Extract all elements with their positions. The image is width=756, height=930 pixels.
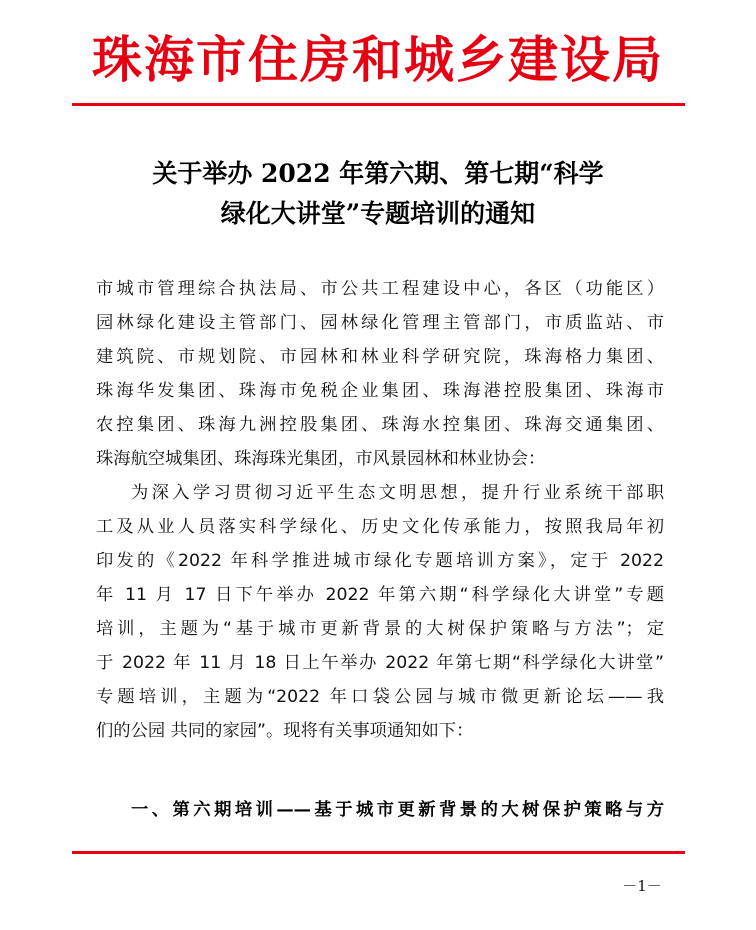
addressee-block bbox=[96, 272, 664, 476]
document-title-line-1: 关于举办 2022 年第六期、第七期“科学 bbox=[152, 159, 604, 188]
paragraph-line: 们的公园 共同的家园”。现将有关事项通知如下： bbox=[96, 721, 474, 741]
paragraph-line: 工及从业人员落实科学绿化、历史文化传承能力，按照我局年初 bbox=[96, 517, 664, 537]
addressee-line: 建筑院、市规划院、市园林和林业科学研究院，珠海格力集团、 bbox=[96, 347, 664, 367]
footer-red-rule bbox=[72, 851, 685, 854]
addressee-line: 市城市管理综合执法局、市公共工程建设中心，各区（功能区） bbox=[96, 279, 664, 299]
header-red-rule bbox=[72, 103, 685, 106]
intro-paragraph bbox=[96, 476, 664, 748]
paragraph-line: 印发的《2022 年科学推进城市绿化专题培训方案》，定于 2022 bbox=[96, 551, 664, 571]
section-heading: 一、第六期培训——基于城市更新背景的大树保护策略与方 bbox=[131, 800, 664, 820]
document-title bbox=[92, 154, 664, 234]
paragraph-line: 为深入学习贯彻习近平生态文明思想，提升行业系统干部职 bbox=[131, 483, 664, 503]
paragraph-line: 于 2022 年 11 月 18 日上午举办 2022 年第七期“科学绿化大讲堂” bbox=[96, 653, 664, 673]
document-body bbox=[96, 272, 664, 748]
paragraph-line: 培训，主题为“基于城市更新背景的大树保护策略与方法”；定 bbox=[96, 619, 664, 639]
addressee-line: 珠海航空城集团、珠海珠光集团，市风景园林和林业协会： bbox=[96, 449, 546, 469]
addressee-line: 珠海华发集团、珠海市免税企业集团、珠海港控股集团、珠海市 bbox=[96, 381, 664, 401]
paragraph-line: 专题培训，主题为“2022 年口袋公园与城市微更新论坛——我 bbox=[96, 687, 664, 707]
addressee-line: 园林绿化建设主管部门、园林绿化管理主管部门，市质监站、市 bbox=[96, 313, 664, 333]
addressee-line: 农控集团、珠海九洲控股集团、珠海水控集团、珠海交通集团、 bbox=[96, 415, 664, 435]
paragraph-line: 年 11 月 17 日下午举办 2022 年第六期“科学绿化大讲堂”专题 bbox=[96, 585, 664, 605]
issuing-authority-header: 珠海市住房和城乡建设局 bbox=[92, 30, 664, 89]
document-title-line-2: 绿化大讲堂”专题培训的通知 bbox=[220, 199, 536, 228]
page-number: －1－ bbox=[622, 877, 662, 895]
